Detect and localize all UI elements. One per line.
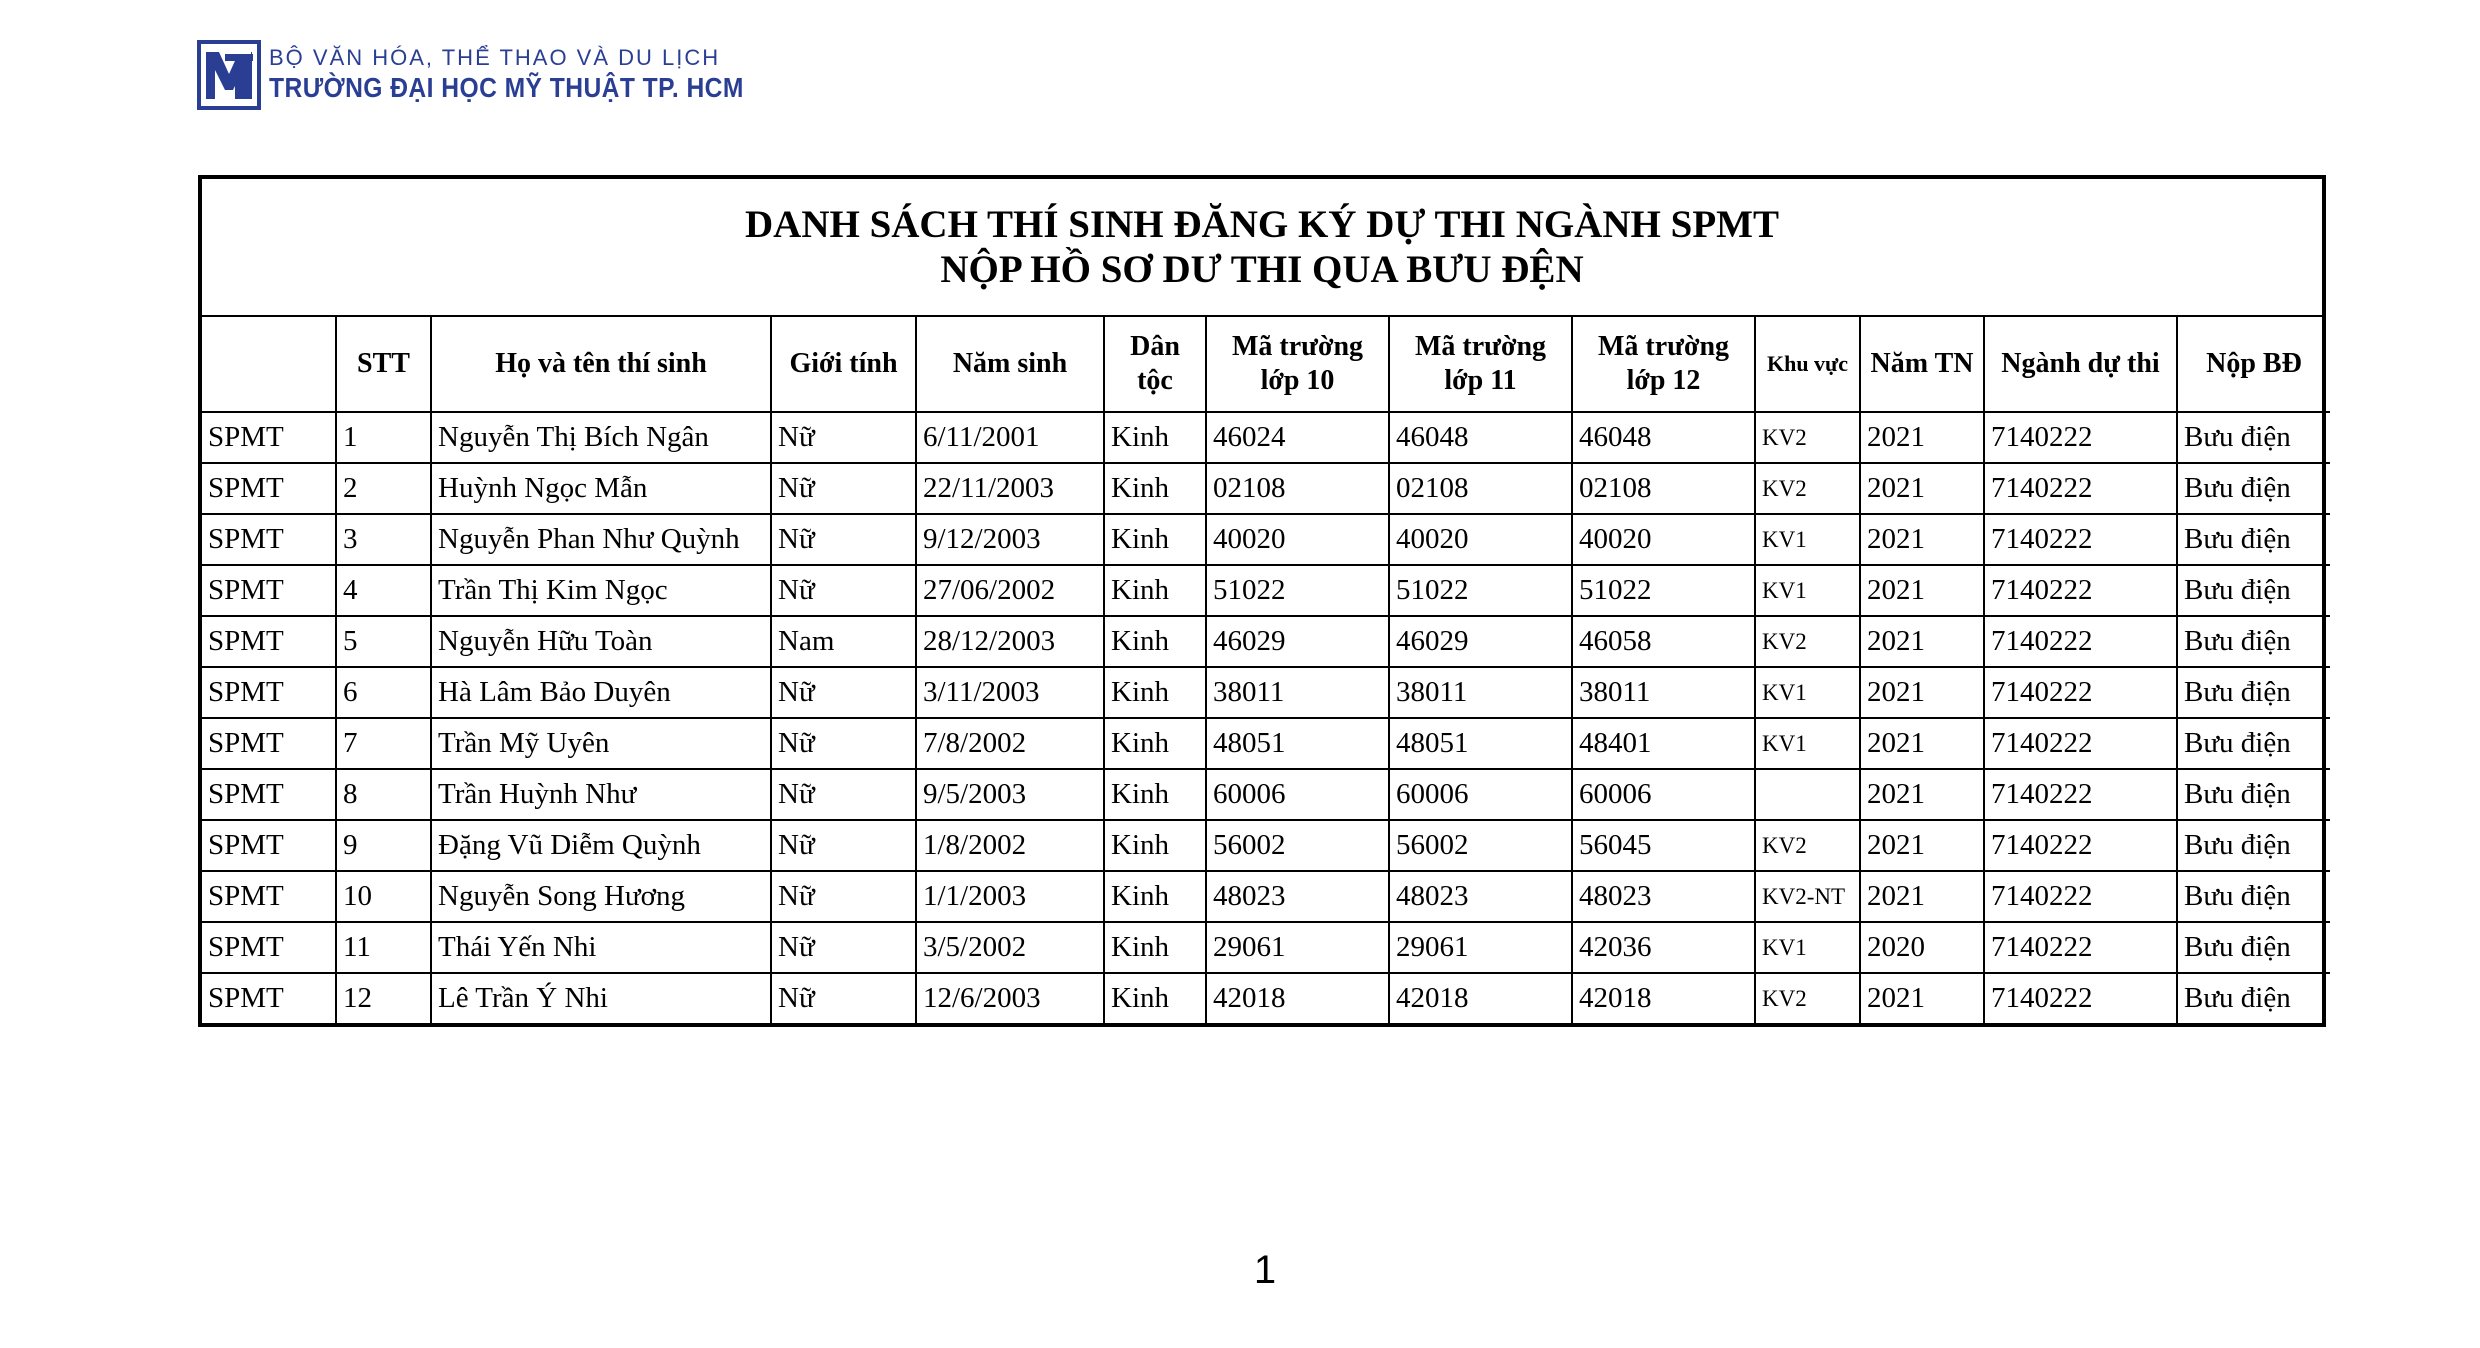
title-line-1: DANH SÁCH THÍ SINH ĐĂNG KÝ DỰ THI NGÀNH SPMT (745, 203, 1779, 246)
column-header: Mã trường lớp 10 (1206, 317, 1389, 412)
table-cell: Kinh (1104, 463, 1206, 514)
table-cell: Kinh (1104, 820, 1206, 871)
table-cell: Nữ (771, 871, 916, 922)
table-cell: 2021 (1860, 871, 1984, 922)
table-cell: KV1 (1755, 718, 1860, 769)
table-cell: Kinh (1104, 565, 1206, 616)
table-cell: 2021 (1860, 769, 1984, 820)
table-row (202, 616, 2330, 667)
table-cell: 7140222 (1984, 616, 2177, 667)
table-cell: SPMT (202, 820, 336, 871)
column-header: Nộp BĐ (2177, 317, 2330, 412)
table-cell: 2021 (1860, 820, 1984, 871)
logo-mark-icon (197, 40, 261, 110)
table-cell: 40020 (1389, 514, 1572, 565)
table-cell: Nguyễn Thị Bích Ngân (431, 412, 771, 463)
column-header (202, 317, 336, 412)
table-cell: 2021 (1860, 667, 1984, 718)
table-row (202, 514, 2330, 565)
table-row (202, 412, 2330, 463)
table-cell: 42018 (1572, 973, 1755, 1023)
table-cell: 56045 (1572, 820, 1755, 871)
table-cell: 42018 (1389, 973, 1572, 1023)
table-cell: Thái Yến Nhi (431, 922, 771, 973)
table-cell: 48051 (1206, 718, 1389, 769)
table-cell: Lê Trần Ý Nhi (431, 973, 771, 1023)
column-header: Dân tộc (1104, 317, 1206, 412)
table-cell: 2021 (1860, 412, 1984, 463)
table-cell: 48023 (1206, 871, 1389, 922)
table-cell (1755, 769, 1860, 820)
table-cell: 51022 (1206, 565, 1389, 616)
table-cell: 38011 (1389, 667, 1572, 718)
table-cell: Bưu điện (2177, 718, 2330, 769)
university-logo (197, 38, 809, 112)
document-title (202, 179, 2322, 317)
table-cell: KV2 (1755, 973, 1860, 1023)
table-cell: 38011 (1206, 667, 1389, 718)
table-cell: SPMT (202, 514, 336, 565)
table-cell: 7140222 (1984, 514, 2177, 565)
table-cell: Bưu điện (2177, 565, 2330, 616)
table-cell: 40020 (1206, 514, 1389, 565)
table-cell: 60006 (1572, 769, 1755, 820)
table-cell: Kinh (1104, 616, 1206, 667)
table-cell: KV2 (1755, 463, 1860, 514)
table-cell: Nữ (771, 412, 916, 463)
table-cell: 02108 (1572, 463, 1755, 514)
table-row (202, 973, 2330, 1023)
table-cell: 28/12/2003 (916, 616, 1104, 667)
table-cell: 9/5/2003 (916, 769, 1104, 820)
table-cell: KV1 (1755, 667, 1860, 718)
table-cell: 5 (336, 616, 431, 667)
table-cell: 02108 (1206, 463, 1389, 514)
table-cell: 7140222 (1984, 820, 2177, 871)
column-header: Khu vực (1755, 317, 1860, 412)
table-cell: Bưu điện (2177, 412, 2330, 463)
table-cell: Đặng Vũ Diễm Quỳnh (431, 820, 771, 871)
table-cell: KV2 (1755, 616, 1860, 667)
table-cell: 46029 (1389, 616, 1572, 667)
table-cell: 56002 (1206, 820, 1389, 871)
table-cell: 48023 (1389, 871, 1572, 922)
table-body (202, 412, 2330, 1023)
table-cell: 2021 (1860, 514, 1984, 565)
table-cell: KV2 (1755, 820, 1860, 871)
table-cell: Bưu điện (2177, 922, 2330, 973)
table-header-row (202, 317, 2330, 412)
table-cell: Bưu điện (2177, 973, 2330, 1023)
table-cell: KV1 (1755, 514, 1860, 565)
table-cell: Kinh (1104, 412, 1206, 463)
table-cell: 9/12/2003 (916, 514, 1104, 565)
table-cell: 7140222 (1984, 463, 2177, 514)
table-cell: Huỳnh Ngọc Mẫn (431, 463, 771, 514)
table-cell: Nữ (771, 514, 916, 565)
table-cell: 7140222 (1984, 973, 2177, 1023)
table-cell: 51022 (1572, 565, 1755, 616)
table-cell: 11 (336, 922, 431, 973)
table-cell: 7140222 (1984, 565, 2177, 616)
column-header: Họ và tên thí sinh (431, 317, 771, 412)
table-cell: Nữ (771, 667, 916, 718)
table-row (202, 565, 2330, 616)
table-cell: 2021 (1860, 973, 1984, 1023)
table-cell: 7/8/2002 (916, 718, 1104, 769)
table-cell: Nữ (771, 769, 916, 820)
table-cell: 12 (336, 973, 431, 1023)
table-cell: 42018 (1206, 973, 1389, 1023)
table-cell: SPMT (202, 463, 336, 514)
table-cell: 46048 (1572, 412, 1755, 463)
table-cell: 46058 (1572, 616, 1755, 667)
table-cell: Kinh (1104, 718, 1206, 769)
table-cell: 6/11/2001 (916, 412, 1104, 463)
table-cell: Nữ (771, 820, 916, 871)
table-cell: 2021 (1860, 616, 1984, 667)
column-header: Năm TN (1860, 317, 1984, 412)
table-cell: 46048 (1389, 412, 1572, 463)
table-cell: Nam (771, 616, 916, 667)
table-cell: 3 (336, 514, 431, 565)
table-cell: 46024 (1206, 412, 1389, 463)
table-cell: 6 (336, 667, 431, 718)
table-cell: Kinh (1104, 514, 1206, 565)
table-cell: Bưu điện (2177, 514, 2330, 565)
table-cell: 7140222 (1984, 412, 2177, 463)
table-cell: Kinh (1104, 973, 1206, 1023)
column-header: Ngành dự thi (1984, 317, 2177, 412)
table-cell: SPMT (202, 769, 336, 820)
table-cell: 51022 (1389, 565, 1572, 616)
table-row (202, 820, 2330, 871)
table-cell: 3/11/2003 (916, 667, 1104, 718)
table-cell: 22/11/2003 (916, 463, 1104, 514)
table-cell: Trần Huỳnh Như (431, 769, 771, 820)
column-header: Mã trường lớp 11 (1389, 317, 1572, 412)
table-cell: 3/5/2002 (916, 922, 1104, 973)
table-cell: 2021 (1860, 565, 1984, 616)
table-cell: 2021 (1860, 718, 1984, 769)
table-cell: Bưu điện (2177, 871, 2330, 922)
table-cell: Nữ (771, 463, 916, 514)
table-cell: 2 (336, 463, 431, 514)
table-cell: SPMT (202, 871, 336, 922)
table-cell: 56002 (1389, 820, 1572, 871)
table-cell: SPMT (202, 718, 336, 769)
table-cell: 7140222 (1984, 667, 2177, 718)
table-cell: Kinh (1104, 667, 1206, 718)
table-cell: 27/06/2002 (916, 565, 1104, 616)
column-header: Năm sinh (916, 317, 1104, 412)
page-number: 1 (1253, 1248, 1277, 1292)
table-cell: Bưu điện (2177, 820, 2330, 871)
table-cell: 4 (336, 565, 431, 616)
table-cell: 7 (336, 718, 431, 769)
table-cell: SPMT (202, 973, 336, 1023)
table-cell: 7140222 (1984, 718, 2177, 769)
table-cell: SPMT (202, 922, 336, 973)
table-cell: Nữ (771, 922, 916, 973)
table-cell: 1/8/2002 (916, 820, 1104, 871)
table-cell: Trần Mỹ Uyên (431, 718, 771, 769)
table-cell: 40020 (1572, 514, 1755, 565)
table-cell: Nữ (771, 973, 916, 1023)
table-cell: Nữ (771, 718, 916, 769)
table-cell: 48023 (1572, 871, 1755, 922)
table-cell: Bưu điện (2177, 769, 2330, 820)
column-header: Mã trường lớp 12 (1572, 317, 1755, 412)
university-name: TRƯỜNG ĐẠI HỌC MỸ THUẬT TP. HCM (269, 72, 744, 103)
table-cell: 29061 (1206, 922, 1389, 973)
table-cell: 7140222 (1984, 871, 2177, 922)
column-header: STT (336, 317, 431, 412)
table-cell: KV1 (1755, 565, 1860, 616)
table-cell: 42036 (1572, 922, 1755, 973)
title-line-2: NỘP HỒ SƠ DƯ THI QUA BƯU ĐỆN (940, 248, 1584, 291)
table-cell: 9 (336, 820, 431, 871)
table-cell: Hà Lâm Bảo Duyên (431, 667, 771, 718)
table-cell: 8 (336, 769, 431, 820)
table-cell: 12/6/2003 (916, 973, 1104, 1023)
table-cell: SPMT (202, 412, 336, 463)
table-cell: Kinh (1104, 871, 1206, 922)
candidate-list-sheet (198, 175, 2326, 1027)
table-cell: 48401 (1572, 718, 1755, 769)
table-cell: 60006 (1206, 769, 1389, 820)
table-row (202, 871, 2330, 922)
table-cell: Bưu điện (2177, 616, 2330, 667)
column-header: Giới tính (771, 317, 916, 412)
table-cell: 48051 (1389, 718, 1572, 769)
table-cell: 10 (336, 871, 431, 922)
table-cell: KV2 (1755, 412, 1860, 463)
table-cell: 1/1/2003 (916, 871, 1104, 922)
table-cell: SPMT (202, 616, 336, 667)
table-cell: Kinh (1104, 769, 1206, 820)
table-cell: Nữ (771, 565, 916, 616)
table-cell: Nguyễn Phan Như Quỳnh (431, 514, 771, 565)
table-cell: 02108 (1389, 463, 1572, 514)
table-cell: 29061 (1389, 922, 1572, 973)
table-row (202, 463, 2330, 514)
table-cell: Bưu điện (2177, 463, 2330, 514)
table-row (202, 667, 2330, 718)
table-row (202, 769, 2330, 820)
table-cell: 7140222 (1984, 769, 2177, 820)
table-cell: KV1 (1755, 922, 1860, 973)
table-cell: SPMT (202, 667, 336, 718)
candidate-table (202, 317, 2330, 1023)
table-cell: 1 (336, 412, 431, 463)
table-cell: KV2-NT (1755, 871, 1860, 922)
table-cell: 60006 (1389, 769, 1572, 820)
table-cell: 7140222 (1984, 922, 2177, 973)
table-cell: Nguyễn Song Hương (431, 871, 771, 922)
table-cell: SPMT (202, 565, 336, 616)
table-cell: 2021 (1860, 463, 1984, 514)
table-row (202, 718, 2330, 769)
table-cell: 38011 (1572, 667, 1755, 718)
ministry-name: BỘ VĂN HÓA, THỂ THAO VÀ DU LỊCH (269, 45, 721, 70)
table-row (202, 922, 2330, 973)
table-cell: Trần Thị Kim Ngọc (431, 565, 771, 616)
table-cell: Bưu điện (2177, 667, 2330, 718)
table-cell: Nguyễn Hữu Toàn (431, 616, 771, 667)
table-cell: 2020 (1860, 922, 1984, 973)
table-cell: 46029 (1206, 616, 1389, 667)
table-cell: Kinh (1104, 922, 1206, 973)
